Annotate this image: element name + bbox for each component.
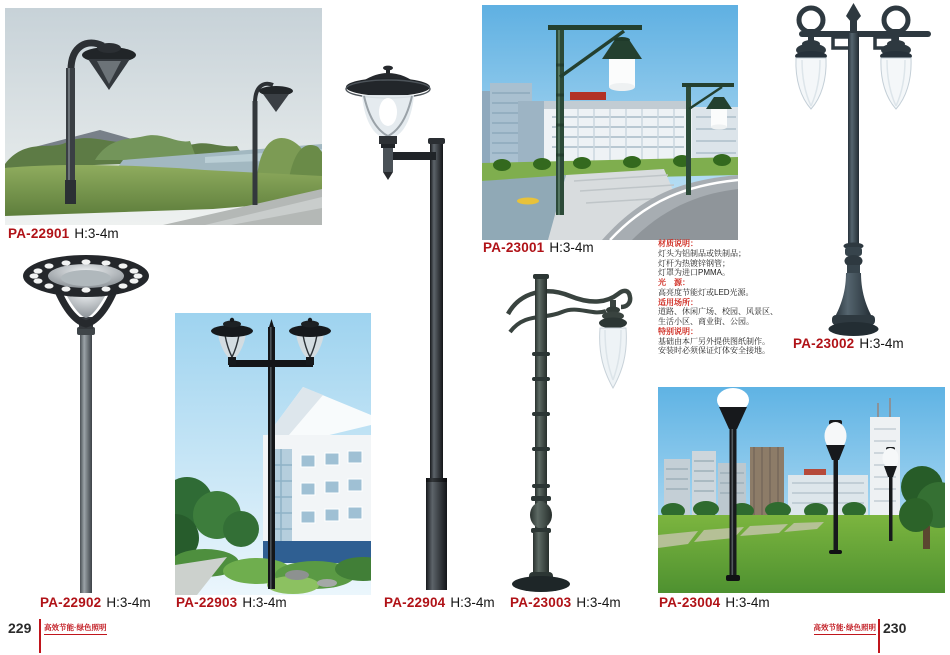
spec-line: 基础由本厂另外提供图纸制作。 [658, 336, 770, 346]
product-code: PA-22903 [176, 595, 238, 610]
spec-line: 灯罩为进口PMMA。 [658, 268, 730, 278]
spec-source-title: 光 源： [658, 278, 690, 287]
lakeside-scene [5, 8, 322, 225]
spec-usage-title: 适用场所： [658, 297, 698, 307]
lamp-illustration-pa23002 [785, 3, 945, 340]
teardrop-lantern-right [880, 40, 912, 109]
product-size: H:3-4m [242, 595, 287, 610]
product-label-pa23004 [659, 596, 770, 610]
footer-slogan-right: 高效节能·绿色照明 [814, 624, 877, 635]
product-size: H:3-4m [549, 240, 594, 255]
product-photo-pa22901 [5, 8, 322, 225]
pole-base [512, 496, 570, 592]
product-size: H:3-4m [576, 595, 621, 610]
spec-line: 灯头为铝制品或铁制品； [658, 248, 746, 258]
product-size: H:3-4m [106, 595, 151, 610]
product-size: H:3-4m [74, 226, 119, 241]
spec-line: 道路、休闲广场、校园、风景区、 [658, 307, 778, 317]
product-label-pa22901 [8, 227, 119, 241]
pole-base [829, 243, 879, 337]
spec-line: 灯杆为热镀锌钢管； [658, 258, 730, 268]
product-size: H:3-4m [450, 595, 495, 610]
spec-special-title: 特别说明： [658, 326, 698, 336]
product-size: H:3-4m [725, 595, 770, 610]
spec-line: 生活小区、商业街、公园。 [658, 317, 754, 326]
footer-divider-left [39, 619, 41, 653]
product-code: PA-22902 [40, 595, 102, 610]
spec-line: 高亮度节能灯或LED光源。 [658, 287, 754, 297]
spec-material-title: 材质说明： [658, 239, 698, 248]
product-label-pa23003 [510, 596, 621, 610]
teardrop-lantern-left [795, 40, 827, 109]
footer-divider-right [878, 619, 880, 653]
product-code: PA-23003 [510, 595, 572, 610]
product-label-pa23002 [793, 337, 904, 351]
spec-text-block [658, 239, 800, 356]
product-label-pa22902 [40, 596, 151, 610]
product-code: PA-23002 [793, 336, 855, 351]
lamp-illustration-pa22904 [340, 62, 452, 590]
product-code: PA-23004 [659, 595, 721, 610]
page-number-left: 229 [8, 620, 32, 636]
footer-slogan-left: 高效节能·绿色照明 [44, 624, 107, 635]
product-code: PA-23001 [483, 240, 545, 255]
product-label-pa23001 [483, 241, 594, 255]
product-photo-pa23004 [658, 387, 945, 593]
product-code: PA-22904 [384, 595, 446, 610]
lamp-illustration-pa22902 [20, 245, 155, 595]
product-code: PA-22901 [8, 226, 70, 241]
lamp-head [346, 66, 430, 148]
product-label-pa22904 [384, 596, 495, 610]
product-photo-pa23001 [482, 5, 738, 240]
spec-line: 安装时必须保证灯体安全接地。 [658, 346, 770, 356]
lamp-illustration-pa23003 [500, 272, 650, 602]
product-label-pa22903 [176, 596, 287, 610]
product-size: H:3-4m [859, 336, 904, 351]
page-number-right: 230 [883, 620, 907, 636]
